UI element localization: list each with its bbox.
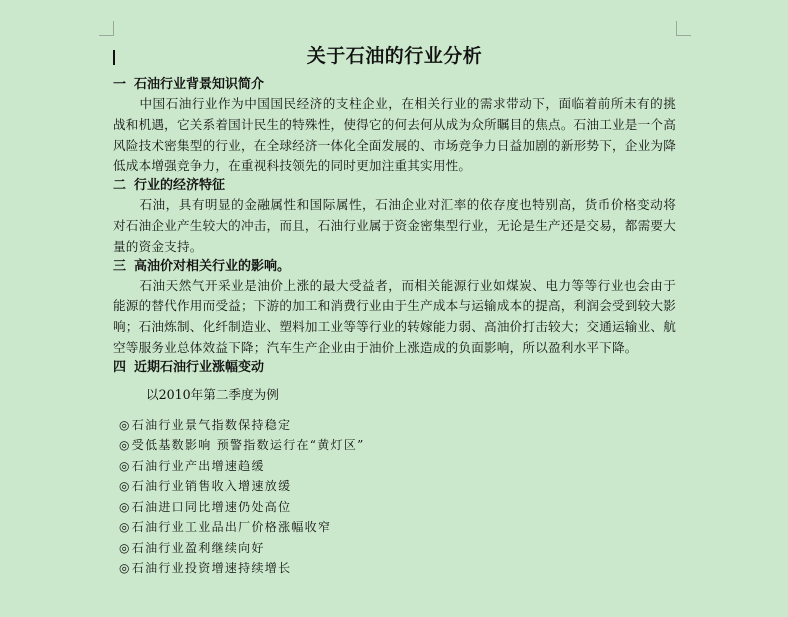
section-heading-2 xyxy=(113,177,676,195)
indicator-list xyxy=(113,415,676,579)
list-item: ◎石油行业投资增速持续增长 xyxy=(119,561,292,576)
section-number-3: 三 xyxy=(113,258,127,274)
section-number-2: 二 xyxy=(113,178,127,194)
bullet-icon: ◎ xyxy=(119,499,131,514)
margin-mark-top-right xyxy=(676,21,691,36)
bullet-icon: ◎ xyxy=(119,458,131,473)
list-item: ◎石油进口同比增速仍处高位 xyxy=(119,499,292,514)
list-item: ◎受低基数影响 预警指数运行在“黄灯区” xyxy=(119,438,365,453)
list-item: ◎石油行业盈利继续向好 xyxy=(119,540,265,555)
section-heading-3 xyxy=(113,258,676,276)
section-heading-text-2: 行业的经济特征 xyxy=(134,178,226,194)
section-heading-text-1: 石油行业背景知识简介 xyxy=(134,77,265,92)
bullet-icon: ◎ xyxy=(119,540,131,555)
document-title: 关于石油的行业分析 xyxy=(306,45,483,67)
list-item: ◎石油行业销售收入增速放缓 xyxy=(119,479,292,494)
bullet-icon: ◎ xyxy=(119,438,131,453)
section-paragraph-3: 石油天然气开采业是油价上涨的最大受益者，而相关能源行业如煤炭、电力等等行业也会由于能源的替代作用而受益；下游的加工和消费行业由于生产成本与运输成本的提高，利润会受到较大影响；石油炼制、化纤制造业、塑料加工业等等行业的转嫁能力弱、高油价打击较大；交通运输业、航空等服务业总体效益下降；汽车生产企业由于油价上涨造成的负面影响，所以盈利水平下降。 xyxy=(113,277,676,355)
list-item: ◎石油行业景气指数保持稳定 xyxy=(119,417,292,432)
document-page[interactable] xyxy=(113,40,676,579)
bullet-icon: ◎ xyxy=(119,561,131,576)
section-number-4: 四 xyxy=(113,359,127,375)
section-heading-1 xyxy=(113,76,676,94)
list-item: ◎石油行业产出增速趋缓 xyxy=(119,458,265,473)
margin-mark-top-left xyxy=(99,21,114,36)
section-heading-text-4: 近期石油行业涨幅变动 xyxy=(134,359,265,375)
example-line: 以2010年第二季度为例 xyxy=(146,386,279,402)
bullet-icon: ◎ xyxy=(119,417,131,432)
section-number-1: 一 xyxy=(113,77,127,92)
section-paragraph-1: 中国石油行业作为中国国民经济的支柱企业，在相关行业的需求带动下，面临着前所未有的挑战和机遇，它关系着国计民生的特殊性，使得它的何去何从成为众所瞩目的焦点。石油工业是一个高风险技术密集型的行业，在全球经济一体化全面发展的、市场竞争力日益加剧的新形势下，企业为降低成本增强竞争力，在重视科技领先的同时更加注重其实用性。 xyxy=(113,96,676,174)
section-heading-text-3: 高油价对相关行业的影响。 xyxy=(134,258,291,274)
bullet-icon: ◎ xyxy=(119,520,131,535)
section-paragraph-2: 石油，具有明显的金融属性和国际属性，石油企业对汇率的依存度也特别高，货币价格变动将对石油企业产生较大的冲击，而且，石油行业属于资金密集型行业，无论是生产还是交易，都需要大量的资金支持。 xyxy=(113,197,676,254)
section-heading-4 xyxy=(113,359,676,377)
bullet-icon: ◎ xyxy=(119,479,131,494)
list-item: ◎石油行业工业品出厂价格涨幅收窄 xyxy=(119,520,332,535)
